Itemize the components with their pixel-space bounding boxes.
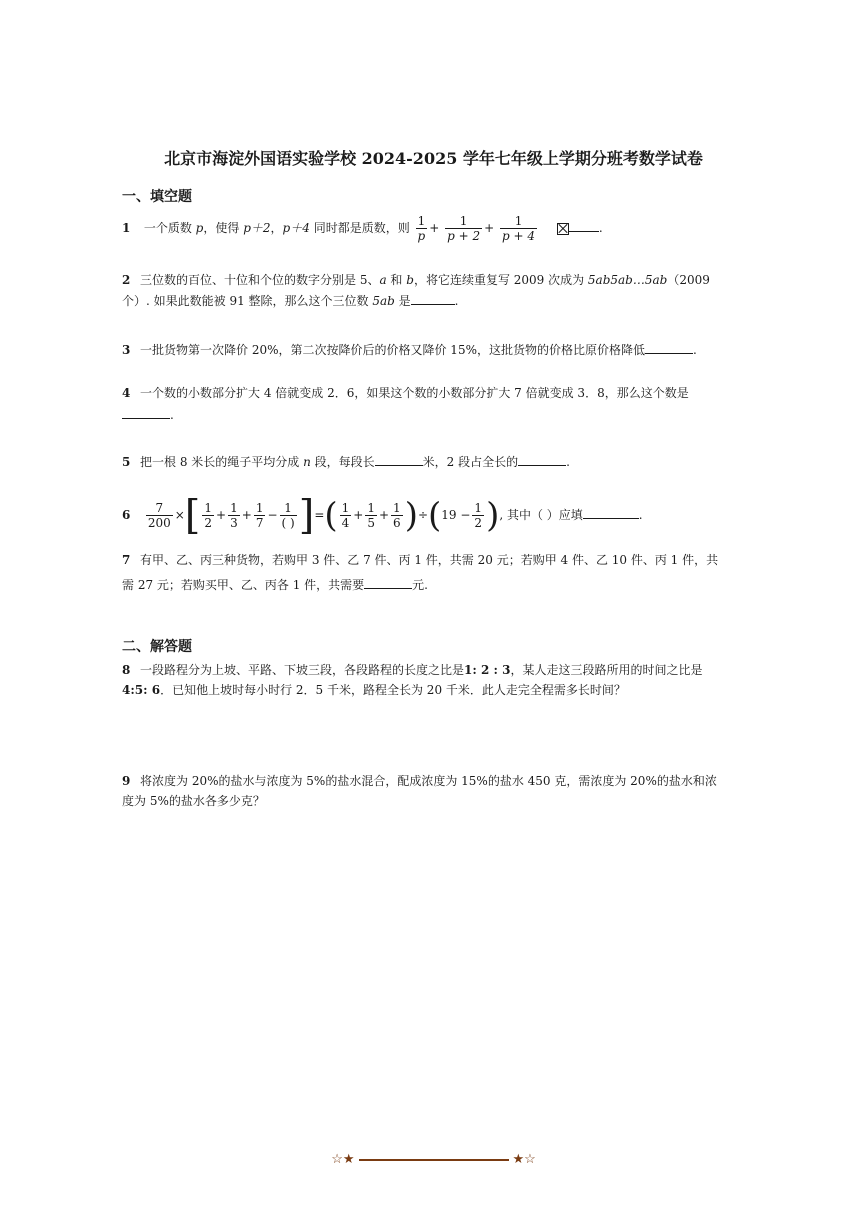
question-text: 元. [412, 578, 428, 592]
fraction: $\frac{1}{p + 2}$ [447, 214, 481, 243]
question-text: ，使得 [203, 221, 240, 235]
operator: × [174, 508, 185, 522]
operator: + [353, 508, 364, 522]
operator: + [484, 221, 495, 235]
question-7-line-2 [122, 576, 428, 593]
question-text: 把一根 8 米长的绳子平均分成 [140, 455, 304, 469]
answer-blank [569, 219, 599, 232]
expression: 19 − [441, 508, 471, 522]
section-heading-fill-in: 一、填空题 [122, 189, 192, 205]
operator: + [378, 508, 390, 522]
variable-p: p [195, 221, 204, 235]
question-1 [122, 214, 603, 243]
expression: 5ab [372, 294, 395, 308]
question-text: 米，2 段占全长的 [422, 455, 519, 469]
operator: − [267, 508, 278, 522]
question-text: 一个质数 [143, 221, 192, 235]
question-number: 4 [122, 386, 131, 400]
question-number: 6 [122, 508, 131, 522]
fraction: $\frac{1}{6}$ [393, 501, 401, 530]
answer-blank [375, 453, 423, 466]
period: . [170, 408, 174, 422]
question-text: 个）. 如果此数能被 91 整除，那么这个三位数 [122, 294, 373, 308]
section-heading-solve: 二、解答题 [122, 639, 192, 655]
variable-b: b [406, 273, 414, 287]
fraction: $\frac{1}{7}$ [255, 501, 264, 530]
question-text: （2009 [667, 273, 710, 287]
question-text: 度为 5%的盐水各多少克？ [122, 794, 265, 808]
question-text: 是 [394, 294, 411, 308]
question-number: 1 [122, 221, 131, 235]
star-icon: ☆★ [331, 1152, 355, 1167]
period: . [598, 221, 603, 235]
question-text: 同时都是质数，则 [313, 221, 410, 235]
question-number: 8 [122, 663, 131, 677]
period: . [566, 455, 570, 469]
question-text: 将浓度为 20%的盐水与浓度为 5%的盐水混合，配成浓度为 15%的盐水 450 克，需浓度为 20%的盐水和浓 [140, 774, 717, 788]
question-text: 需 27 元；若购买甲、乙、丙各 1 件，共需要 [122, 578, 365, 592]
question-number: 9 [122, 774, 131, 788]
answer-blank [645, 341, 693, 354]
paren: ( [428, 495, 442, 536]
question-text: 有甲、乙、丙三种货物，若购甲 3 件、乙 7 件、丙 1 件，共需 20 元；若购甲 4 件、乙 10 件、丙 1 件，共 [140, 553, 719, 567]
question-9 [122, 773, 717, 789]
footer-decoration [0, 1152, 867, 1167]
question-number: 2 [122, 273, 131, 287]
question-5 [122, 453, 570, 470]
fraction: $\frac{1}{p}$ [417, 214, 426, 243]
expression: p＋4 [282, 221, 310, 235]
bracket: ] [298, 492, 315, 539]
question-8-line-2 [122, 682, 626, 698]
fraction: $\frac{1}{2}$ [474, 501, 483, 530]
question-text: 一段路程分为上坡、平路、下坡三段，各段路程的长度之比是 [140, 663, 465, 677]
question-9-line-2 [122, 793, 265, 809]
period: . [692, 343, 697, 357]
question-number: 5 [122, 455, 131, 469]
question-text: 和 [386, 273, 407, 287]
answer-blank [583, 506, 639, 519]
broken-glyph-icon [557, 223, 569, 235]
divider [359, 1159, 509, 1161]
fraction: $\frac{1}{4}$ [341, 501, 350, 530]
paren: ( [324, 495, 338, 536]
expression: p＋2 [243, 221, 271, 235]
question-text: ，某人走这三段路所用的时间之比是 [510, 663, 703, 677]
period: . [638, 508, 643, 522]
operator: = [314, 508, 325, 522]
answer-blank [364, 576, 412, 589]
variable-n: n [303, 455, 311, 469]
period: . [454, 294, 459, 308]
bracket: [ [184, 492, 201, 539]
question-8 [122, 662, 702, 678]
ratio: 1: 2 : 3 [464, 663, 511, 677]
exam-title: 北京市海淀外国语实验学校 2024-2025 学年七年级上学期分班考数学试卷 [164, 149, 703, 168]
paren: ) [404, 495, 418, 536]
question-number: 7 [122, 553, 131, 567]
question-text: ．已知他上坡时每小时行 2．5 千米，路程全长为 20 千米．此人走完全程需多长时间？ [160, 683, 626, 697]
question-4-line-2 [122, 406, 174, 423]
operator: + [241, 508, 252, 522]
operator: + [429, 221, 440, 235]
question-2 [122, 272, 710, 288]
question-3 [122, 341, 697, 358]
operator: ÷ [417, 508, 429, 522]
fraction: $\frac{1}{2}$ [204, 501, 213, 530]
question-2-line-2 [122, 292, 458, 309]
operator: + [216, 508, 227, 522]
question-text: 一批货物第一次降价 20%，第二次按降价后的价格又降价 15%，这批货物的价格比原价格降低 [140, 343, 645, 357]
fraction: $\frac{1}{p + 4}$ [502, 214, 536, 243]
question-text: 段，每段长 [310, 455, 375, 469]
question-4 [122, 385, 689, 401]
ratio: 4:5: 6 [122, 683, 161, 697]
question-text: 一个数的小数部分扩大 4 倍就变成 2．6，如果这个数的小数部分扩大 7 倍就变成 3．8，那么这个数是 [140, 386, 689, 400]
star-icon: ★☆ [512, 1152, 536, 1167]
question-text: 三位数的百位、十位和个位的数字分别是 5、 [140, 273, 380, 287]
answer-blank [518, 453, 566, 466]
fraction: $\frac{1}{3}$ [230, 501, 238, 530]
question-6 [122, 492, 643, 539]
question-7 [122, 552, 718, 568]
variable-a: a [379, 273, 387, 287]
question-text: , 其中（ ）应填 [499, 508, 583, 522]
question-number: 3 [122, 343, 131, 357]
expression: 5ab5ab…5ab [587, 273, 668, 287]
fraction: $\frac{1}{5}$ [367, 501, 375, 530]
question-text: ，将它连续重复写 2009 次成为 [413, 273, 588, 287]
answer-blank [122, 406, 170, 419]
separator: ， [270, 221, 283, 235]
fraction: $\frac{7}{200}$ [147, 501, 171, 530]
fraction: $\frac{1}{( )}$ [281, 501, 295, 530]
answer-blank [411, 292, 455, 305]
paren: ) [486, 495, 500, 536]
